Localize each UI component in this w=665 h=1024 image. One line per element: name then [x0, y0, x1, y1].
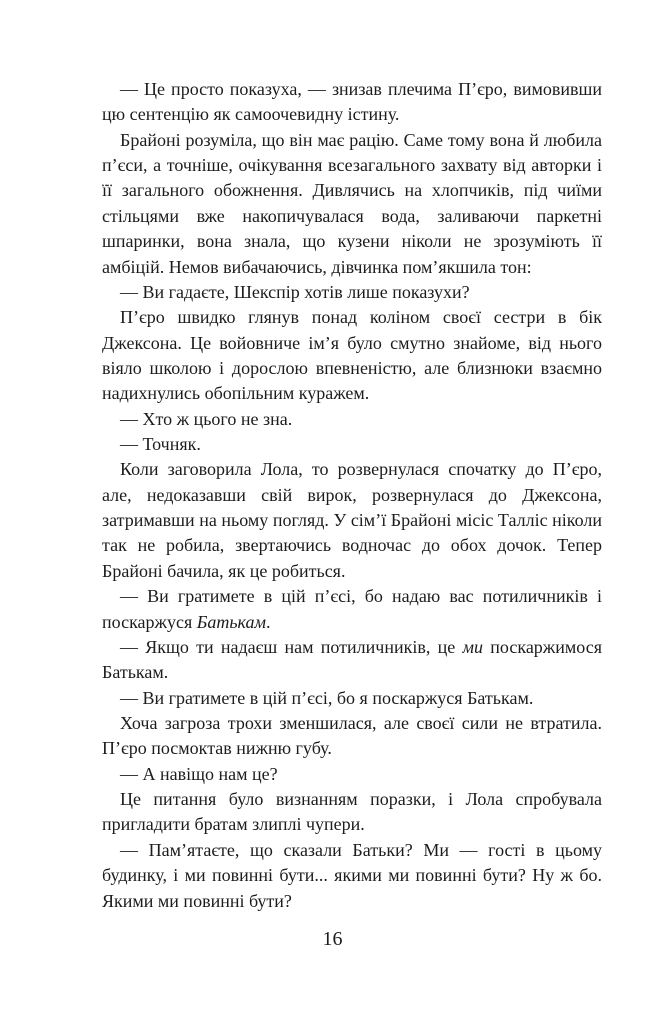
- paragraph: [102, 762, 602, 787]
- text-run: Це питання було визнанням поразки, і Лола спробувала пригладити братам злиплі чупери.: [102, 789, 602, 835]
- text-run: — Ви гадаєте, Шекспір хотів лише показухи?: [120, 281, 470, 302]
- text-run: — Ви гратимете в цій п’єсі, бо надаю вас потиличників і поскаржуся: [102, 586, 602, 632]
- text-run: — Точняк.: [120, 434, 201, 455]
- paragraph: [102, 635, 602, 686]
- paragraph: [102, 305, 602, 406]
- text-run: П’єро швидко глянув понад коліном своєї сестри в бік Джексона. Це войовниче ім’я було смутно знайоме, від нього віяло школою і дорослою впевненістю, але близнюки взаємно надихнулись обопільним куражем.: [102, 307, 602, 404]
- paragraph: [102, 432, 602, 457]
- text-run: Коли заговорила Лола, то розвернулася спочатку до П’єро, але, недоказавши свій вирок, розвернулася до Джексона, затримавши на ньому погляд. У сім’ї Брайоні місіс Талліс ніколи так не робила, звертаючись водночас до обох дочок. Тепер Брайоні бачила, як це робиться.: [102, 459, 602, 581]
- paragraph: [102, 584, 602, 635]
- paragraph: [102, 711, 602, 762]
- italic-run: ми: [462, 636, 484, 657]
- text-run: — Пам’ятаєте, що сказали Батьки? Ми — гості в цьому будинку, і ми повинні бути... якими ми повинні бути? Ну ж бо. Якими ми повинні бути?: [102, 839, 602, 911]
- body-text: [102, 77, 602, 914]
- text-run: — Якщо ти надаєш нам потиличників, це: [120, 636, 463, 657]
- italic-run: Батькам: [196, 611, 267, 632]
- paragraph: [102, 787, 602, 838]
- text-run: Хоча загроза трохи зменшилася, але своєї сили не втратила. П’єро посмоктав нижню губу.: [102, 712, 602, 759]
- text-run: — А навіщо нам це?: [120, 763, 278, 784]
- text-run: — Це просто показуха, — знизав плечима П’єро, вимовивши цю сентенцію як самоочевидну істину.: [102, 79, 602, 125]
- paragraph: [102, 838, 602, 914]
- paragraph: [102, 280, 602, 305]
- paragraph: [102, 686, 602, 711]
- paragraph: [102, 407, 602, 432]
- paragraph: [102, 457, 602, 584]
- page-number: 16: [322, 928, 343, 950]
- text-run: — Ви гратимете в цій п’єсі, бо я поскаржуся Батькам.: [120, 687, 534, 708]
- text-run: — Хто ж цього не зна.: [120, 408, 293, 429]
- text-run: Брайоні розуміла, що він має рацію. Саме тому вона й любила п’єси, а точніше, очікування всезагального захвату від авторки і її загального обожнення. Дивлячись на хлопчиків, під чиїми стільцями вже накопичувалася вода, заливаючи паркетні шпаринки, вона знала, що кузени ніколи не зрозуміють її амбіцій. Немов вибачаючись, дівчинка пом’якшила тон:: [102, 129, 602, 277]
- paragraph: [102, 77, 602, 128]
- text-run: .: [266, 611, 271, 632]
- paragraph: [102, 128, 602, 280]
- text-run: поскаржимося Батькам.: [102, 636, 602, 683]
